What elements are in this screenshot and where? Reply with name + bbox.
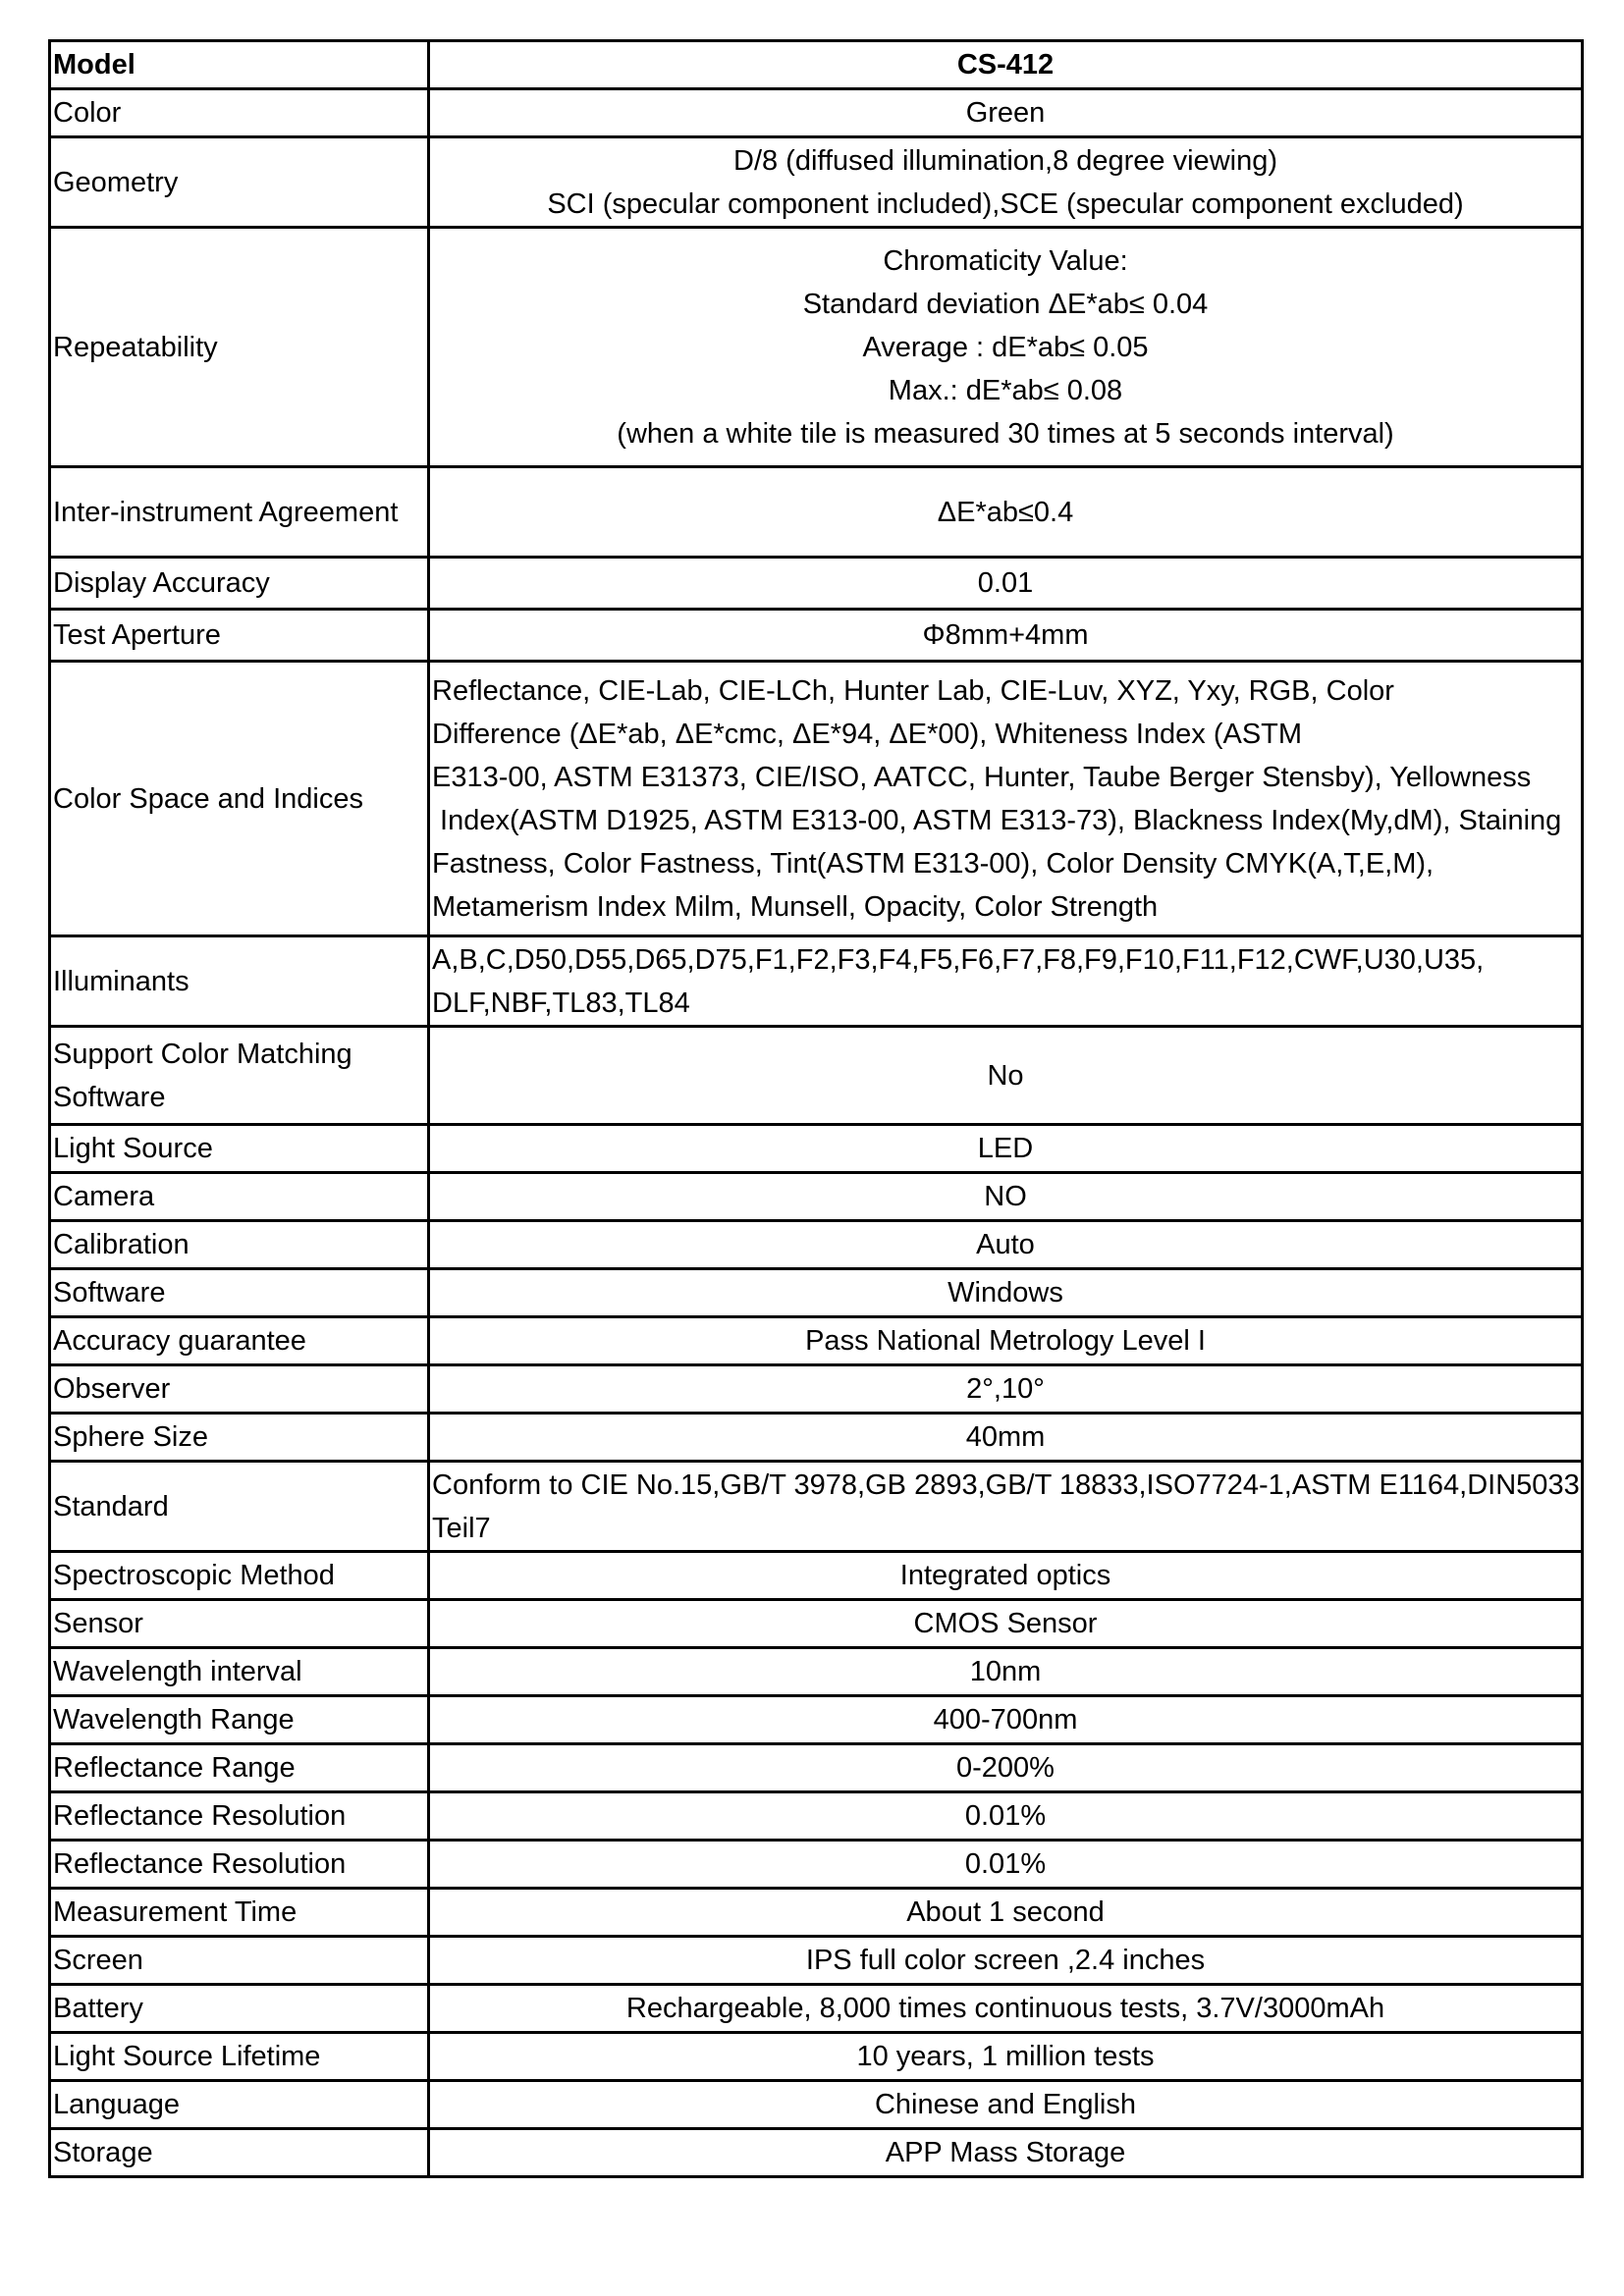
spec-value (429, 89, 1583, 137)
spec-row (50, 1744, 1583, 1792)
spec-label: Software (50, 1269, 429, 1317)
spec-table-body (50, 41, 1583, 2177)
spec-label: Reflectance Range (50, 1744, 429, 1792)
spec-label-line: Support Color Matching (53, 1038, 352, 1070)
spec-value (429, 1173, 1583, 1221)
spec-value (429, 558, 1583, 610)
spec-label: Display Accuracy (50, 558, 429, 610)
spec-label: Battery (50, 1985, 429, 2033)
spec-value (429, 1317, 1583, 1365)
spec-value-line: Teil7 (432, 1512, 491, 1544)
spec-label (50, 1027, 429, 1125)
spec-value-line: 0-200% (956, 1752, 1055, 1784)
spec-value-line: CMOS Sensor (913, 1608, 1098, 1639)
spec-value-line: 0.01% (964, 1848, 1047, 1880)
spec-value (429, 1696, 1583, 1744)
spec-value-line: Max.: dE*ab≤ 0.08 (888, 374, 1123, 406)
spec-value (429, 1985, 1583, 2033)
spec-table (48, 39, 1584, 2178)
spec-value (429, 1841, 1583, 1889)
spec-value-line: 0.01 (977, 567, 1034, 599)
spec-value-line: SCI (specular component included),SCE (specular component excluded) (547, 187, 1464, 220)
spec-value-line: NO (984, 1181, 1027, 1212)
spec-value (429, 137, 1583, 228)
spec-value-line: Pass National Metrology Level I (805, 1325, 1206, 1357)
spec-value-line: Chromaticity Value: (883, 244, 1128, 277)
spec-row (50, 1648, 1583, 1696)
spec-label: Reflectance Resolution (50, 1841, 429, 1889)
spec-row (50, 1125, 1583, 1173)
spec-row (50, 1414, 1583, 1462)
spec-value-line: Chinese and English (874, 2089, 1136, 2120)
header-row (50, 41, 1583, 89)
spec-label: Sphere Size (50, 1414, 429, 1462)
spec-value-line: Fastness, Color Fastness, Tint(ASTM E313-00), Color Density CMYK(A,T,E,M), (432, 847, 1435, 880)
spec-value-line: A,B,C,D50,D55,D65,D75,F1,F2,F3,F4,F5,F6,F7,F8,F9,F10,F11,F12,CWF,U30,U35, (432, 943, 1485, 976)
spec-row (50, 2081, 1583, 2129)
spec-value-line: 2°,10° (966, 1373, 1045, 1405)
spec-row (50, 1221, 1583, 1269)
spec-value-line: Green (965, 97, 1046, 129)
spec-row (50, 1600, 1583, 1648)
spec-value-line: D/8 (diffused illumination,8 degree viewing) (733, 144, 1277, 177)
spec-value-line: E313-00, ASTM E31373, CIE/ISO, AATCC, Hunter, Taube Berger Stensby), Yellowness (432, 761, 1532, 793)
spec-label: Observer (50, 1365, 429, 1414)
spec-row (50, 1027, 1583, 1125)
spec-value (429, 228, 1583, 467)
spec-label: Reflectance Resolution (50, 1792, 429, 1841)
spec-row (50, 89, 1583, 137)
spec-value-line: Index(ASTM D1925, ASTM E313-00, ASTM E313-73), Blackness Index(My,dM), Staining (432, 804, 1562, 836)
spec-row (50, 1841, 1583, 1889)
spec-value (429, 662, 1583, 936)
spec-label: Calibration (50, 1221, 429, 1269)
spec-label: Screen (50, 1937, 429, 1985)
spec-label: Standard (50, 1462, 429, 1552)
spec-value-line: (when a white tile is measured 30 times at 5 seconds interval) (617, 417, 1394, 450)
spec-value-line: 10nm (969, 1656, 1042, 1687)
spec-row (50, 936, 1583, 1027)
spec-label: Light Source Lifetime (50, 2033, 429, 2081)
spec-value (429, 467, 1583, 558)
spec-value-line: Auto (976, 1229, 1035, 1260)
spec-row (50, 1889, 1583, 1937)
spec-row (50, 137, 1583, 228)
spec-value-line: LED (977, 1133, 1034, 1164)
spec-label: Sensor (50, 1600, 429, 1648)
spec-value-line: Difference (ΔE*ab, ΔE*cmc, ΔE*94, ΔE*00), Whiteness Index (ASTM (432, 718, 1303, 750)
spec-label: Wavelength interval (50, 1648, 429, 1696)
spec-value (429, 1552, 1583, 1600)
spec-label: Language (50, 2081, 429, 2129)
spec-label: Inter-instrument Agreement (50, 467, 429, 558)
spec-value (429, 1221, 1583, 1269)
spec-value (429, 1414, 1583, 1462)
spec-label: Illuminants (50, 936, 429, 1027)
spec-value (429, 2081, 1583, 2129)
spec-row (50, 558, 1583, 610)
spec-value-line: Reflectance, CIE-Lab, CIE-LCh, Hunter Lab, CIE-Luv, XYZ, Yxy, RGB, Color (432, 674, 1394, 707)
spec-label: Camera (50, 1173, 429, 1221)
spec-row (50, 662, 1583, 936)
spec-value (429, 1365, 1583, 1414)
spec-value-line: Integrated optics (899, 1560, 1111, 1591)
spec-label: Spectroscopic Method (50, 1552, 429, 1600)
spec-value (429, 610, 1583, 662)
spec-value-line: 0.01% (964, 1800, 1047, 1832)
spec-value (429, 1269, 1583, 1317)
spec-label: Color (50, 89, 429, 137)
spec-value (429, 1027, 1583, 1125)
spec-value (429, 1792, 1583, 1841)
spec-label: Storage (50, 2129, 429, 2177)
spec-label: Accuracy guarantee (50, 1317, 429, 1365)
spec-label: Repeatability (50, 228, 429, 467)
spec-label: Wavelength Range (50, 1696, 429, 1744)
spec-value (429, 1889, 1583, 1937)
spec-row (50, 610, 1583, 662)
spec-row (50, 1696, 1583, 1744)
spec-label: Color Space and Indices (50, 662, 429, 936)
spec-value (429, 1648, 1583, 1696)
spec-value-line: Metamerism Index Milm, Munsell, Opacity, Color Strength (432, 890, 1159, 923)
spec-value-line: Average : dE*ab≤ 0.05 (862, 331, 1149, 363)
spec-value-line: APP Mass Storage (885, 2137, 1126, 2168)
spec-value-line: Conform to CIE No.15,GB/T 3978,GB 2893,GB/T 18833,ISO7724-1,ASTM E1164,DIN5033 (432, 1468, 1580, 1501)
spec-value-line: Φ8mm+4mm (922, 619, 1089, 651)
spec-label-line: Software (53, 1081, 166, 1113)
spec-value-line: 10 years, 1 million tests (856, 2041, 1155, 2072)
spec-value-line: DLF,NBF,TL83,TL84 (432, 987, 690, 1019)
spec-value-line: No (987, 1059, 1024, 1092)
header-label: Model (50, 41, 429, 89)
spec-row (50, 228, 1583, 467)
spec-value-line: About 1 second (906, 1896, 1105, 1928)
spec-row (50, 1365, 1583, 1414)
spec-value (429, 2129, 1583, 2177)
header-model-value: CS-412 (429, 41, 1583, 89)
spec-value-line: Rechargeable, 8,000 times continuous tests, 3.7V/3000mAh (625, 1993, 1385, 2024)
spec-row (50, 1937, 1583, 1985)
spec-label: Geometry (50, 137, 429, 228)
spec-value (429, 2033, 1583, 2081)
spec-value (429, 1937, 1583, 1985)
spec-row (50, 1173, 1583, 1221)
spec-value-line: Windows (947, 1277, 1063, 1308)
spec-value-line: ΔE*ab≤0.4 (937, 496, 1074, 528)
spec-row (50, 1985, 1583, 2033)
spec-row (50, 1792, 1583, 1841)
spec-row (50, 2129, 1583, 2177)
spec-value (429, 936, 1583, 1027)
spec-value (429, 1744, 1583, 1792)
spec-value-line: 400-700nm (933, 1704, 1078, 1735)
spec-value-line: 40mm (965, 1421, 1046, 1453)
spec-value (429, 1600, 1583, 1648)
spec-row (50, 1552, 1583, 1600)
spec-label: Test Aperture (50, 610, 429, 662)
spec-label: Light Source (50, 1125, 429, 1173)
spec-value-line: Standard deviation ΔE*ab≤ 0.04 (802, 288, 1209, 320)
spec-row (50, 1317, 1583, 1365)
spec-value (429, 1125, 1583, 1173)
spec-value (429, 1462, 1583, 1552)
spec-value-line: IPS full color screen ,2.4 inches (805, 1945, 1206, 1976)
spec-row (50, 1269, 1583, 1317)
spec-row (50, 1462, 1583, 1552)
spec-row (50, 2033, 1583, 2081)
spec-label: Measurement Time (50, 1889, 429, 1937)
spec-row (50, 467, 1583, 558)
